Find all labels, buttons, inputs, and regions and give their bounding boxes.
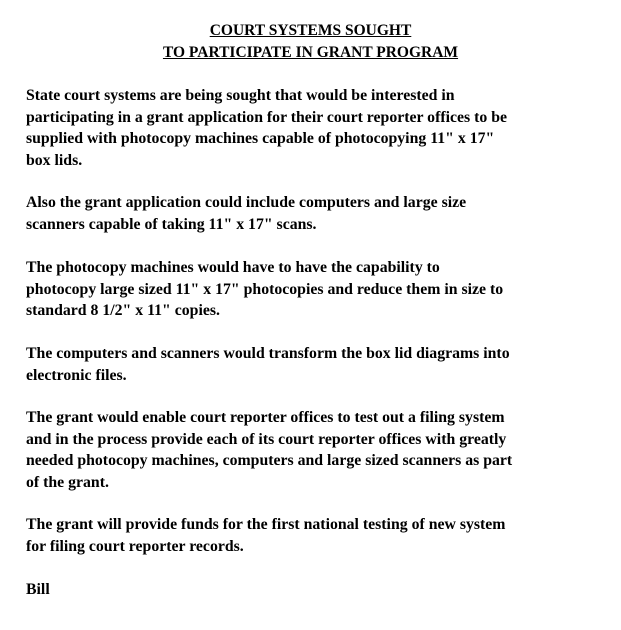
signature: Bill — [26, 581, 50, 598]
text-line: supplied with photocopy machines capable of photocopying 11" x 17" — [26, 130, 495, 147]
paragraph-filing-system-test — [26, 407, 616, 493]
text-line: Also the grant application could include computers and large size — [26, 194, 467, 211]
paragraph-national-testing — [26, 514, 616, 557]
title-line-1: COURT SYSTEMS SOUGHT — [209, 22, 412, 39]
text-line: State court systems are being sought that would be interested in — [26, 87, 455, 104]
paragraph-electronic-files — [26, 343, 616, 386]
paragraph-computers-scanners — [26, 192, 616, 235]
text-line: for filing court reporter records. — [26, 537, 244, 555]
text-line: The grant will provide funds for the first national testing of new system — [26, 516, 506, 533]
text-line: participating in a grant application for their court reporter offices to be — [26, 108, 508, 126]
text-line: scanners capable of taking 11" x 17" scans. — [26, 215, 317, 233]
paragraph-court-systems-sought — [26, 85, 616, 171]
text-line: needed photocopy machines, computers and large sized scanners as part — [26, 452, 513, 469]
text-line: and in the process provide each of its court reporter offices with greatly — [26, 430, 507, 448]
text-line: box lids. — [26, 151, 83, 169]
title-line-2: TO PARTICIPATE IN GRANT PROGRAM — [162, 44, 459, 61]
text-line: The computers and scanners would transform the box lid diagrams into — [26, 345, 510, 362]
text-line: The grant would enable court reporter offices to test out a filing system — [26, 409, 505, 426]
text-line: photocopy large sized 11" x 17" photocopies and reduce them in size to — [26, 280, 504, 298]
text-line: electronic files. — [26, 366, 127, 384]
text-line: The photocopy machines would have to have the capability to — [26, 259, 440, 276]
paragraph-photocopy-capability — [26, 257, 616, 322]
text-line: of the grant. — [26, 473, 109, 491]
text-line: standard 8 1/2" x 11" copies. — [26, 302, 220, 319]
